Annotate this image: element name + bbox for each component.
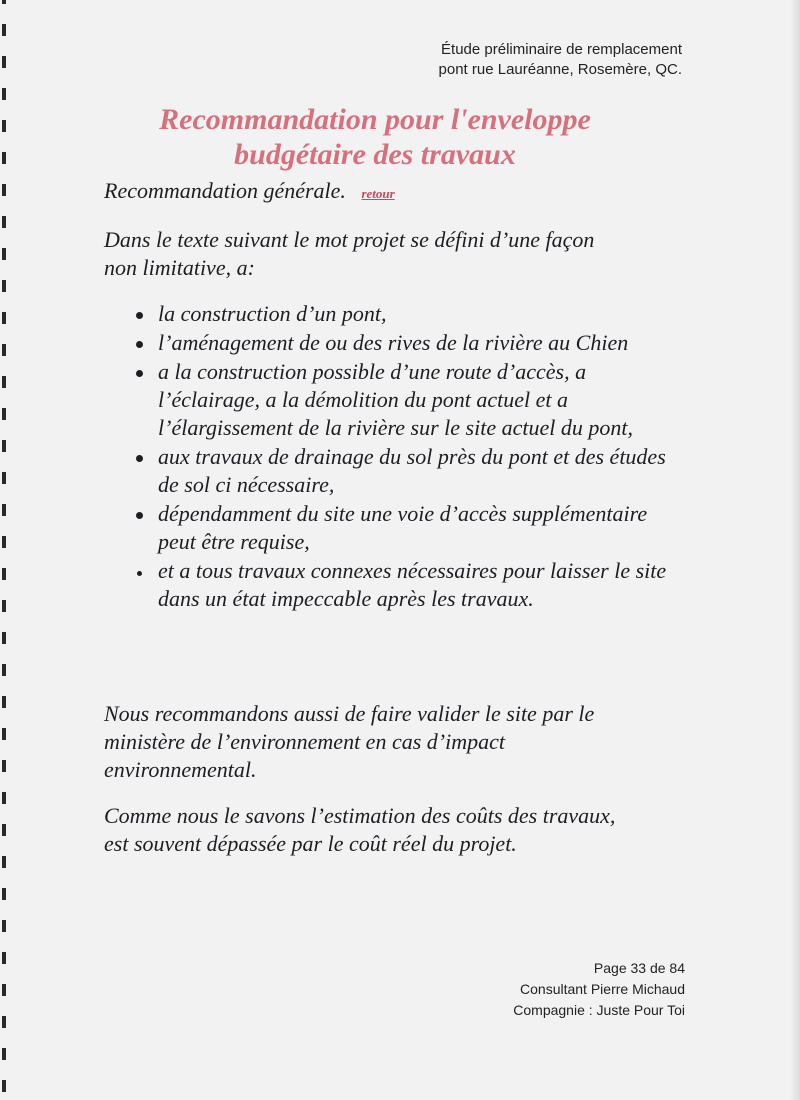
cost-paragraph [104,802,684,858]
intro-line-1: Dans le texte suivant le mot projet se défini d’une façon [104,227,595,252]
consultant-name: Consultant Pierre Michaud [520,981,685,997]
bullet-icon [136,341,143,348]
environment-paragraph [104,700,684,784]
title-line-1: Recommandation pour l'enveloppe [159,103,591,136]
binder-holes [0,0,12,1100]
bullet-icon [136,512,143,519]
subsection-heading [104,178,395,204]
subsection-text: Recommandation générale. [104,178,346,203]
list-item [130,300,690,328]
list-item-text: a la construction possible d’une route d’accès, a l’éclairage, a la démolition du pont actuel et a l’élargissement de la rivière sur le site actuel du pont, [158,359,633,440]
list-item [130,443,690,499]
section-title [110,102,640,172]
list-item-text: l’aménagement de ou des rives de la rivière au Chien [158,330,629,355]
bullet-icon [136,455,143,462]
scope-list [130,300,690,614]
retour-link[interactable]: retour [361,186,395,201]
list-item-text: et a tous travaux connexes nécessaires pour laisser le site dans un état impeccable après les travaux. [158,558,667,611]
intro-paragraph [104,226,684,282]
list-item-text: dépendamment du site une voie d’accès supplémentaire peut être requise, [158,501,648,554]
paragraph2-line-2: ministère de l’environnement en cas d’impact [104,729,505,754]
intro-line-2: non limitative, a: [104,255,255,280]
paragraph3-line-1: Comme nous le savons l’estimation des coûts des travaux, [104,803,616,828]
list-item [130,500,690,556]
paragraph2-line-3: environnemental. [104,757,257,782]
paragraph3-line-2: est souvent dépassée par le coût réel du projet. [104,831,517,856]
bullet-icon [137,571,142,576]
list-item [130,557,690,613]
list-item-text: la construction d’un pont, [158,301,387,326]
header-line-2: pont rue Lauréanne, Rosemère, QC. [438,61,682,78]
title-line-2: budgétaire des travaux [234,138,516,171]
bullet-icon [136,312,143,319]
page-number: Page 33 de 84 [593,960,685,976]
header-line-1: Étude préliminaire de remplacement [441,41,682,58]
document-footer [513,958,685,1021]
list-item [130,358,690,442]
paragraph2-line-1: Nous recommandons aussi de faire valider le site par le [104,701,595,726]
bullet-icon [136,370,143,377]
company-name: Compagnie : Juste Pour Toi [513,1002,685,1018]
page-edge [790,0,800,1100]
document-header [439,40,682,80]
list-item-text: aux travaux de drainage du sol près du pont et des études de sol ci nécessaire, [158,444,666,497]
list-item [130,329,690,357]
